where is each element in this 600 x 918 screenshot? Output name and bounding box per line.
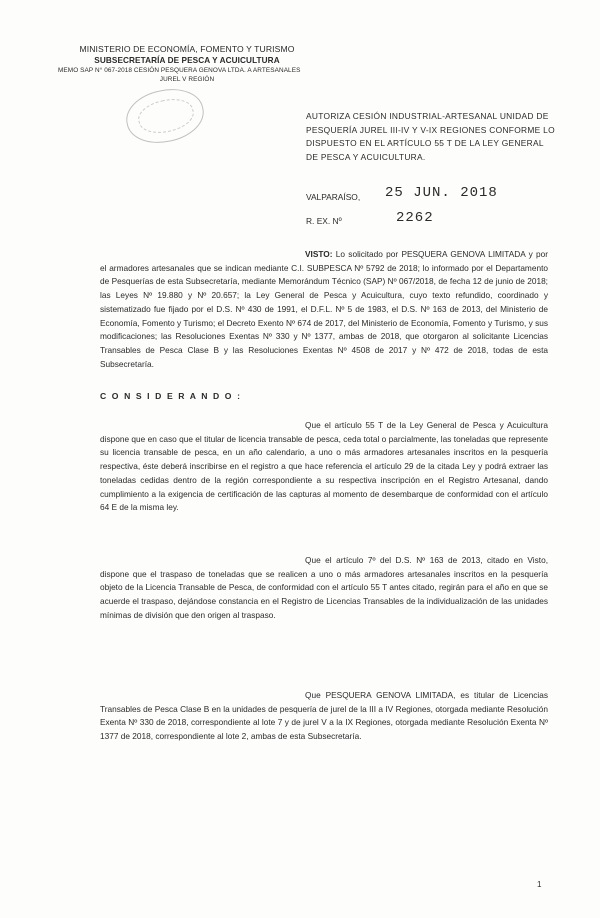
considerando-paragraph-2: Que el artículo 7º del D.S. Nº 163 de 2013, citado en Visto, dispone que el traspaso de toneladas que se realicen a uno o más armadores artesanales inscritos en la pesquería objeto de la Licencia Transable de Pesca, de conformidad con el artículo 55 T antes citado, regirán para el año en que se acuerde el traspaso, dejándose constancia en el Registro de Licencias Transables de la individualización de las unidades mínimas de división que den origen al traspaso. (100, 555, 548, 620)
resolution-number-line (306, 210, 556, 230)
dateline (306, 186, 556, 206)
page-number: 1 (537, 880, 542, 889)
considerando-heading: C O N S I D E R A N D O : (100, 391, 242, 401)
considerando-paragraph-3: Que PESQUERA GENOVA LIMITADA, es titular de Licencias Transables de Pesca Clase B en la unidades de pesquería de jurel de la III a IV Regiones, otorgada mediante Resolución Exenta Nº 330 de 2018, correspondiente al lote 7 y de jurel V a la IX Regiones, otorgada mediante Resolución Exenta Nº 1377 de 2018, correspondiente al lote 2, ambas de esta Subsecretaría. (100, 690, 548, 742)
dateline-city: VALPARAÍSO, (306, 192, 361, 202)
resolution-number-label: R. EX. Nº (306, 216, 342, 226)
dateline-date: 25 JUN. 2018 (385, 185, 498, 201)
memo-reference: MEMO SAP N° 067-2018 CESIÓN PESQUERA GENOVA LTDA. A ARTESANALES (58, 67, 301, 74)
subsecretariat-name: SUBSECRETARÍA DE PESCA Y ACUICULTURA (94, 56, 280, 65)
memo-subject: JUREL V REGIÓN (159, 76, 215, 83)
visto-paragraph (100, 248, 548, 371)
resolution-number: 2262 (396, 210, 434, 226)
ministry-name: MINISTERIO DE ECONOMÍA, FOMENTO Y TURISMO (79, 44, 295, 54)
letterhead (58, 44, 312, 84)
visto-text: Lo solicitado por PESQUERA GENOVA LIMITADA y por el armadores artesanales que se indican mediante C.I. SUBPESCA Nº 5792 de 2018; lo informado por el Departamento de Pesquerías de esta Subsecretaría, mediante Memorándum Técnico (SAP) Nº 067/2018, de fecha 12 de junio de 2018; las Leyes Nº 19.880 y Nº 20.657; la Ley General de Pesca y Acuicultura, cuyo texto refundido, coordinado y sistematizado fue fijado por el D.S. Nº 430 de 1991, el D.F.L. Nº 5 de 1983, el D.S. Nº 163 de 2013, del Ministerio de Economía, Fomento y Turismo; el Decreto Exento Nº 674 de 2017, del Ministerio de Economía, Fomento y Turismo, y sus modificaciones; las Resoluciones Exentas Nº 330 y Nº 1377, ambas de 2018, que otorgaron al solicitante Licencias Transables de Pesca Clase B y las Resoluciones Exentas Nº 4508 de 2017 y Nº 472 de 2018, todas de esta Subsecretaría. (100, 249, 548, 369)
visto-lead: VISTO: (305, 249, 333, 259)
considerando-paragraph-1: Que el artículo 55 T de la Ley General de Pesca y Acuicultura dispone que en caso que el titular de licencia transable de pesca, ceda total o parcialmente, las toneladas que represente su licencia transable de pesca, en un año calendario, a uno o más armadores artesanales inscritos en la pesquería respectiva, éste deberá inscribirse en el registro a que hace referencia el artículo 29 de la citada Ley y podrá extraer las toneladas cedidas dentro de la región correspondiente a su respectiva inscripción en el Registro Artesanal, dando cumplimiento a la exigencia de certificación de las capturas al momento de desembarque de conformidad con el artículo 64 E de la misma ley. (100, 420, 548, 513)
resolution-title: AUTORIZA CESIÓN INDUSTRIAL-ARTESANAL UNIDAD DE PESQUERÍA JUREL III-IV Y V-IX REGIONES CONFORME LO DISPUESTO EN EL ARTÍCULO 55 T DE LA LEY GENERAL DE PESCA Y ACUICULTURA. (306, 111, 555, 162)
